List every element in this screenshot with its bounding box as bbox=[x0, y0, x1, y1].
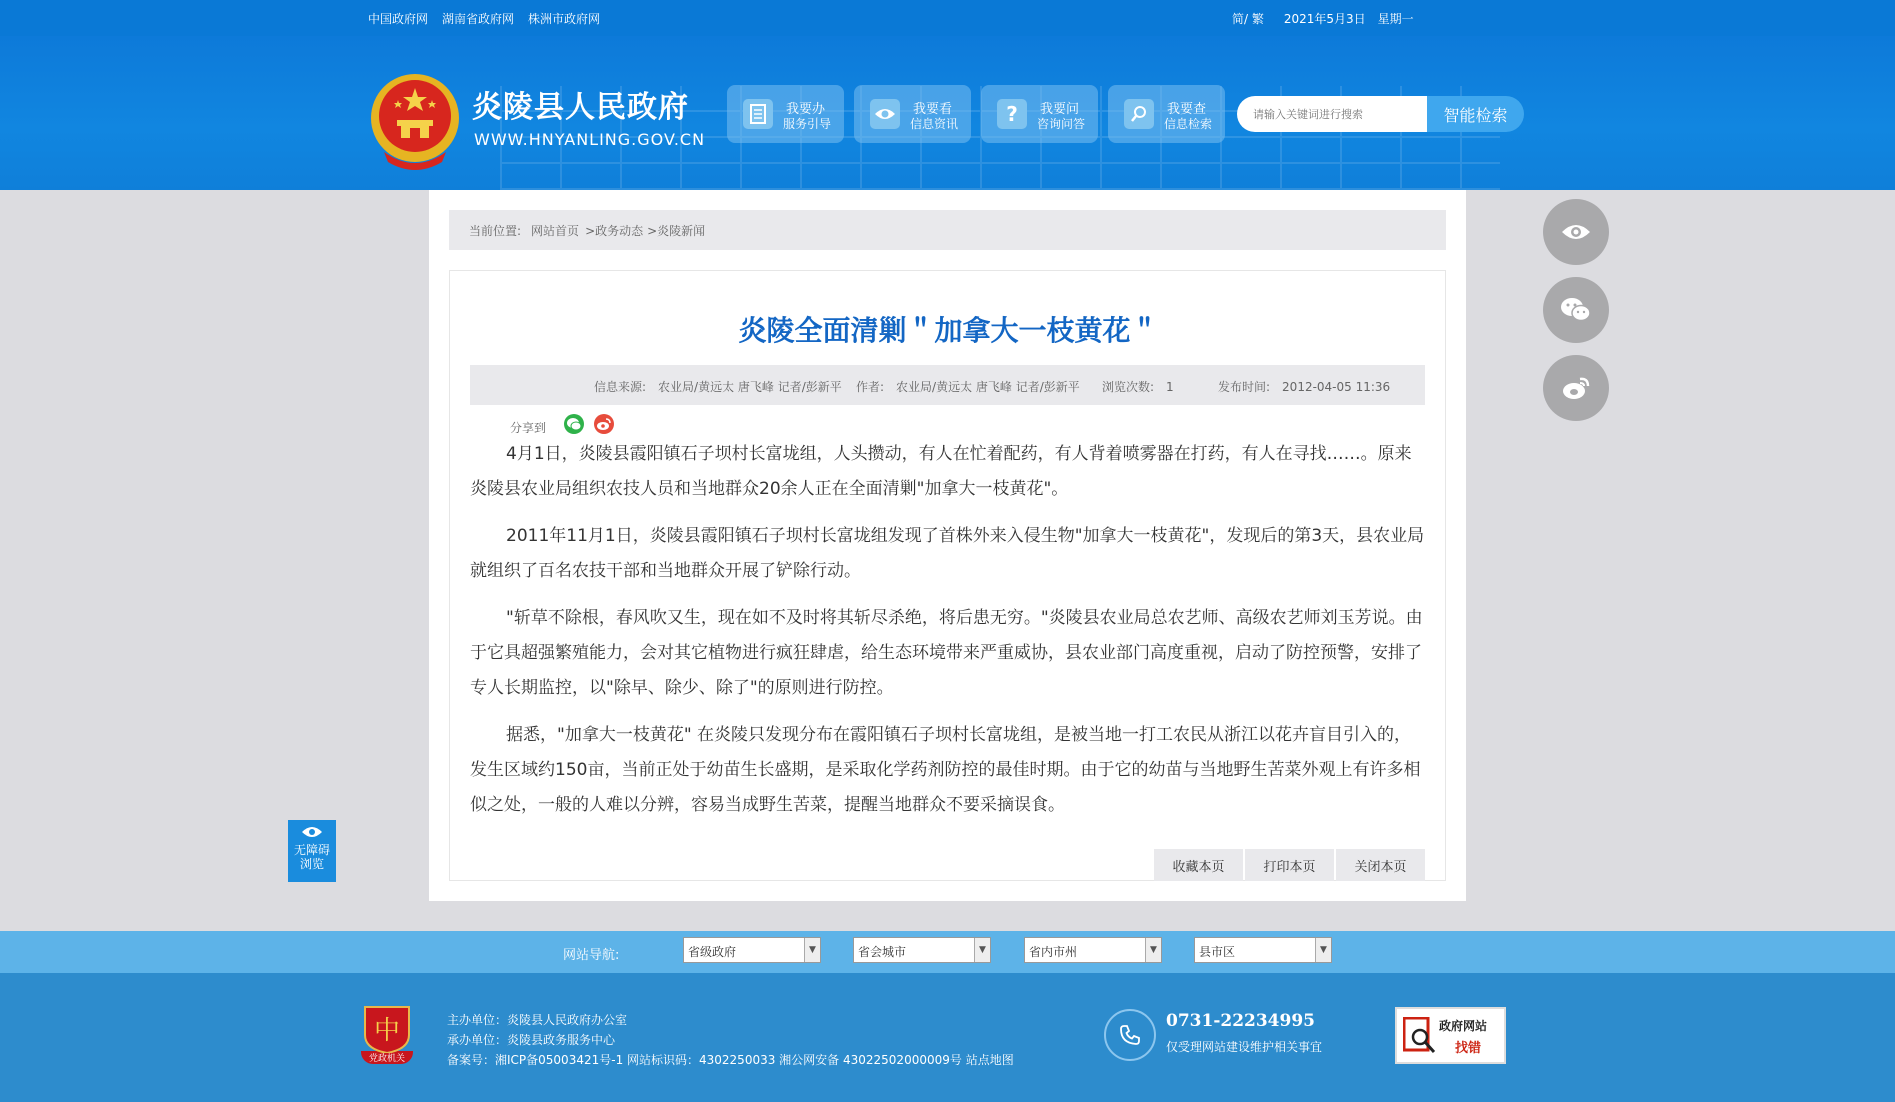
chevron-down-icon: ▼ bbox=[1315, 938, 1331, 962]
share-label: 分享到 bbox=[510, 421, 547, 435]
top-right-info bbox=[1232, 10, 1414, 27]
date-text: 2021年5月3日 bbox=[1283, 12, 1366, 26]
chevron-down-icon: ▼ bbox=[804, 938, 820, 962]
link-hunan-gov[interactable]: 湖南省政府网 bbox=[442, 12, 515, 26]
contact-phone: 0731-22234995 bbox=[1166, 1011, 1315, 1031]
footer bbox=[0, 973, 1895, 1102]
external-links bbox=[368, 10, 600, 27]
nav-line2: 信息资讯 bbox=[910, 117, 959, 131]
svg-text:中: 中 bbox=[373, 1016, 401, 1046]
print-page-button[interactable]: 打印本页 bbox=[1245, 849, 1334, 881]
article-body bbox=[470, 437, 1425, 835]
nav-line1: 我要问 bbox=[1040, 102, 1080, 117]
select-counties[interactable] bbox=[1194, 937, 1332, 963]
select-prefectures[interactable] bbox=[1024, 937, 1162, 963]
meta-author: 作者: 农业局/黄远太 唐飞峰 记者/彭新平 bbox=[856, 380, 1080, 394]
site-domain: WWW.HNYANLING.GOV.CN bbox=[474, 130, 706, 149]
eye-icon bbox=[1561, 223, 1591, 241]
search-icon bbox=[1124, 99, 1154, 129]
float-weibo-button[interactable] bbox=[1543, 355, 1609, 421]
article-paragraph: 4月1日，炎陵县霞阳镇石子坝村长富垅组，人头攒动，有人在忙着配药，有人背着喷雾器在打药，有人在寻找……。原来炎陵县农业局组织农技人员和当地群众20余人正在全面清剿"加拿大一枝黄花"。 bbox=[470, 444, 1412, 499]
site-nav-label: 网站导航: bbox=[563, 948, 620, 963]
select-value: 县市区 bbox=[1199, 945, 1236, 959]
nav-line2: 咨询问答 bbox=[1037, 117, 1086, 131]
meta-published: 发布时间: 2012-04-05 11:36 bbox=[1218, 380, 1391, 394]
phone-icon bbox=[1104, 1009, 1156, 1061]
question-icon: ? bbox=[997, 99, 1027, 129]
bookmark-page-button[interactable]: 收藏本页 bbox=[1154, 849, 1243, 881]
article-paragraph: "斩草不除根，春风吹又生，现在如不及时将其斩尽杀绝，将后患无穷。"炎陵县农业局总农艺师、高级农艺师刘玉芳说。由于它具超强繁殖能力，会对其它植物进行疯狂肆虐，给生态环境带来严重威协，县农业部门高度重视，启动了防控预警，安排了专人长期监控，以"除早、除少、除了"的原则进行防控。 bbox=[470, 608, 1423, 698]
accessibility-label: 无障碍浏览 bbox=[293, 843, 330, 871]
site-title: 炎陵县人民政府 bbox=[472, 90, 689, 125]
weekday-text: 星期一 bbox=[1377, 12, 1414, 26]
eye-icon bbox=[870, 99, 900, 129]
meta-source: 信息来源: 农业局/黄远太 唐飞峰 记者/彭新平 bbox=[594, 380, 842, 394]
footer-organizer: 承办单位：炎陵县政务服务中心 bbox=[447, 1033, 616, 1047]
article-actions bbox=[1154, 849, 1425, 881]
nav-line1: 我要查 bbox=[1167, 102, 1207, 117]
breadcrumb-label: 当前位置: bbox=[469, 223, 522, 238]
float-eye-button[interactable] bbox=[1543, 199, 1609, 265]
party-badge-icon bbox=[361, 1005, 413, 1053]
party-badge-label: 党政机关 bbox=[361, 1051, 413, 1064]
footer-info bbox=[447, 1010, 1014, 1070]
national-emblem-icon bbox=[366, 70, 464, 174]
weibo-icon bbox=[1561, 375, 1591, 401]
nav-line1: 我要看 bbox=[913, 102, 953, 117]
content-container bbox=[429, 190, 1466, 901]
nav-line1: 我要办 bbox=[786, 102, 826, 117]
gov-err-line2: 找错 bbox=[1455, 1041, 1482, 1056]
close-page-button[interactable]: 关闭本页 bbox=[1336, 849, 1425, 881]
breadcrumb-gov-affairs[interactable]: >政务动态 bbox=[585, 223, 644, 238]
eye-icon bbox=[301, 826, 323, 838]
site-nav-bar bbox=[0, 931, 1895, 973]
article bbox=[449, 270, 1446, 881]
link-china-gov[interactable]: 中国政府网 bbox=[368, 12, 429, 26]
wechat-share-icon[interactable] bbox=[564, 414, 584, 434]
nav-service-guide-button[interactable] bbox=[727, 85, 844, 143]
nav-line2: 服务引导 bbox=[783, 117, 832, 131]
chevron-down-icon: ▼ bbox=[1145, 938, 1161, 962]
gov-site-error-report-button[interactable] bbox=[1395, 1007, 1506, 1064]
footer-host: 主办单位：炎陵县人民政府办公室 bbox=[447, 1013, 628, 1027]
float-wechat-button[interactable] bbox=[1543, 277, 1609, 343]
meta-views: 浏览次数: 1 bbox=[1102, 380, 1174, 394]
lang-switch[interactable]: 简/ 繁 bbox=[1232, 12, 1264, 26]
select-value: 省内市州 bbox=[1029, 945, 1078, 959]
search-button[interactable]: 智能检索 bbox=[1427, 96, 1524, 132]
top-bar bbox=[0, 0, 1895, 36]
link-zhuzhou-gov[interactable]: 株洲市政府网 bbox=[528, 12, 601, 26]
document-icon bbox=[743, 99, 773, 129]
article-paragraph: 据悉，"加拿大一枝黄花" 在炎陵只发现分布在霞阳镇石子坝村长富垅组，是被当地一打工农民从浙江以花卉盲目引入的，发生区域约150亩，当前正处于幼苗生长盛期，是采取化学药剂防控的最佳时期。由于它的幼苗与当地野生苦菜外观上有许多相似之处，一般的人难以分辨，容易当成野生苦菜，提醒当地群众不要采摘误食。 bbox=[470, 725, 1421, 815]
article-title: 炎陵全面清剿＂加拿大一枝黄花＂ bbox=[738, 314, 1159, 347]
nav-line2: 信息检索 bbox=[1164, 117, 1213, 131]
search-input[interactable] bbox=[1237, 96, 1427, 132]
weibo-share-icon[interactable] bbox=[594, 414, 614, 434]
nav-info-button[interactable] bbox=[854, 85, 971, 143]
select-value: 省会城市 bbox=[858, 945, 907, 959]
select-value: 省级政府 bbox=[688, 945, 737, 959]
nav-retrieval-button[interactable] bbox=[1108, 85, 1225, 143]
header bbox=[0, 36, 1895, 190]
footer-record: 备案号：湘ICP备05003421号-1 网站标识码：4302250033 湘公网安备 43022502000009号 站点地图 bbox=[447, 1053, 1014, 1067]
breadcrumb-home[interactable]: 网站首页 bbox=[531, 223, 580, 238]
accessibility-button[interactable] bbox=[288, 820, 336, 882]
wechat-icon bbox=[1560, 296, 1592, 324]
chevron-down-icon: ▼ bbox=[974, 938, 990, 962]
nav-consult-button[interactable] bbox=[981, 85, 1098, 143]
select-capital-cities[interactable] bbox=[853, 937, 991, 963]
gov-err-line1: 政府网站 bbox=[1439, 1019, 1488, 1033]
search-box bbox=[1237, 96, 1524, 132]
magnifier-icon bbox=[1403, 1017, 1437, 1055]
party-gov-badge[interactable] bbox=[361, 1005, 413, 1067]
breadcrumb-yanling-news[interactable]: >炎陵新闻 bbox=[647, 223, 706, 238]
article-meta bbox=[470, 365, 1425, 405]
article-paragraph: 2011年11月1日，炎陵县霞阳镇石子坝村长富垅组发现了首株外来入侵生物"加拿大一枝黄花"，发现后的第3天，县农业局就组织了百名农技干部和当地群众开展了铲除行动。 bbox=[470, 526, 1425, 581]
select-provincial-gov[interactable] bbox=[683, 937, 821, 963]
contact-phone-note: 仅受理网站建设维护相关事宜 bbox=[1166, 1040, 1323, 1054]
breadcrumb bbox=[449, 210, 1446, 250]
